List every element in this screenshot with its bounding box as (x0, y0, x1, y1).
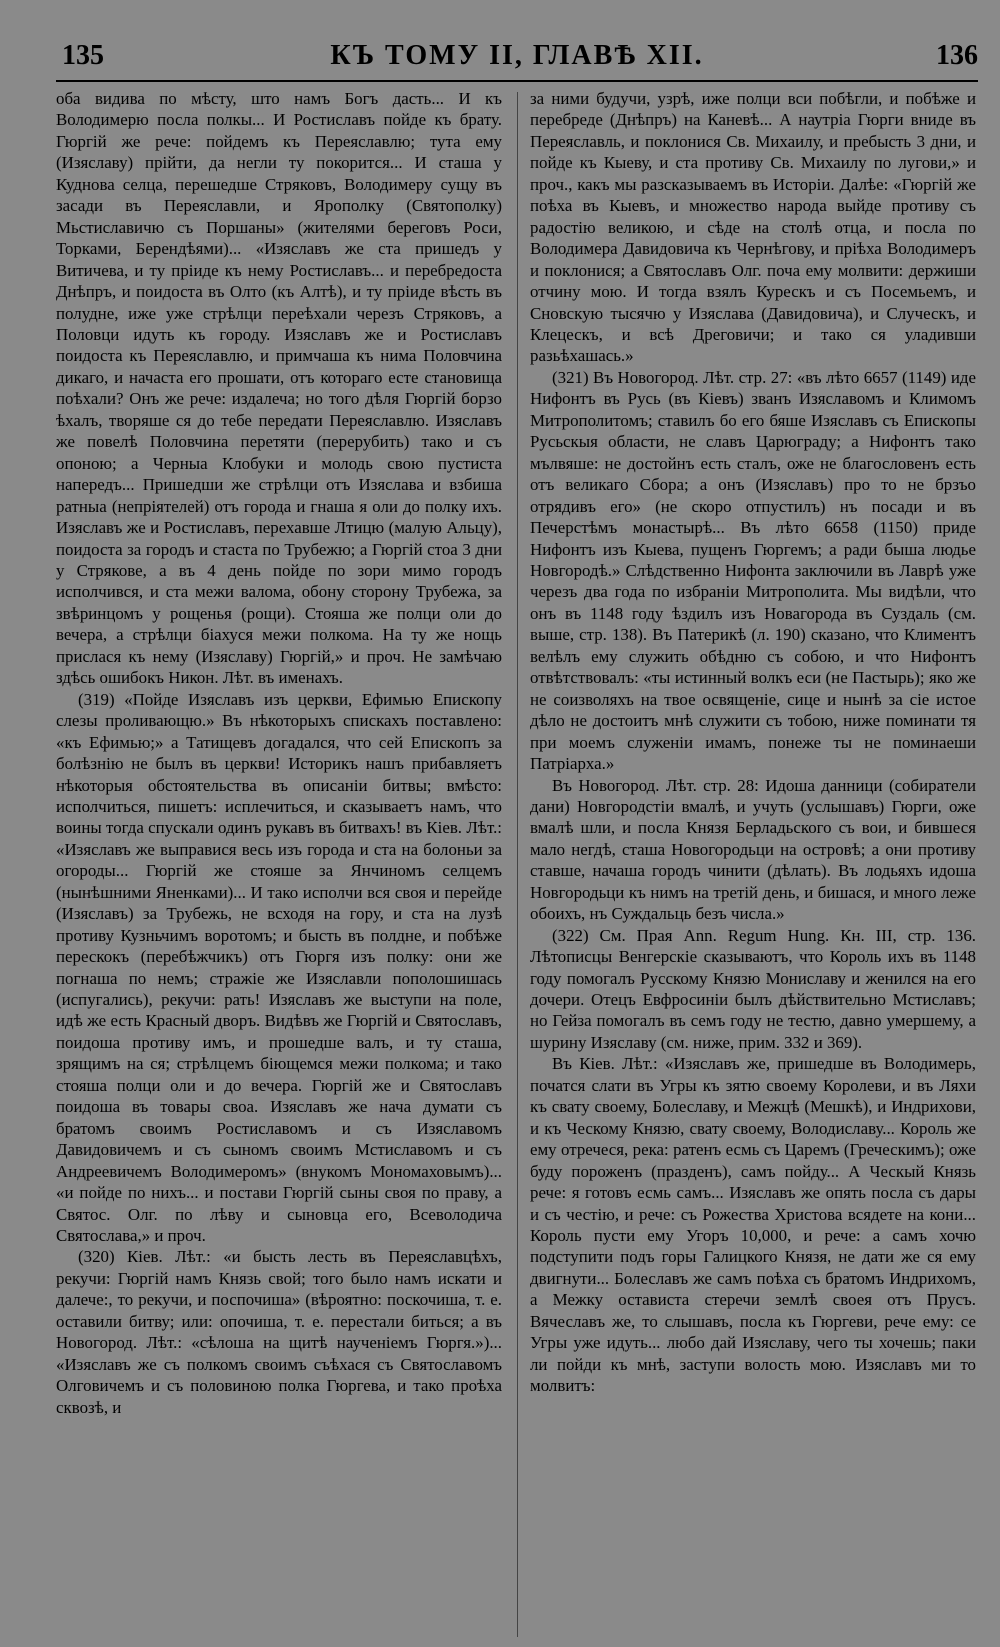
column-divider (517, 92, 518, 1637)
note-321: (321) Въ Новогород. Лѣт. стр. 27: «въ лѣто 6657 (1149) иде Нифонтъ въ Русь (въ Кіевъ) званъ Изяславомъ и Климомъ Митрополитомъ; ставилъ бо его бяше Изяславъ съ Епископы Русьскыя области, не славъ Царюграду; а Нифонтъ тако мълвяше: не достойнъ есть сталъ, оже не благословенъ есть отъ великаго Сбора; а онъ (Изяславъ) про то не брзъо отрядивъ его» (не скоро отпустилъ) нъ посади и въ Печерстѣмъ монастырѣ... Въ лѣто 6658 (1150) приде Нифонтъ изъ Кыева, пущенъ Гюргемъ; а ради быша людье Новгородѣ.» Слѣдственно Нифонта заключили въ Лаврѣ уже черезъ два года по избраніи Митрополита. Мы видѣли, что онъ въ 1148 году ѣздилъ изъ Новагорода въ Суздаль (см. выше, стр. 138). Въ Патерикѣ (л. 190) сказано, что Климентъ велѣлъ ему служить обѣдню съ собою, и что Нифонтъ отвѣтствовалъ: «ты истинный волкъ еси (не Пастырь); яко же не соизволяхъ на твое освященіе, сице и нынѣ за сіе истое дѣло не достоитъ мнѣ служити съ тобою, ниже поминати тя при моемъ служеніи имамъ, понеже ты не поминаеши Патріарха.» (530, 367, 976, 774)
header-rule (56, 80, 978, 82)
paragraph-continuation: оба видива по мѣсту, што намъ Богъ дасть... И къ Володимерю посла полкы... И Ростиславъ пойде къ брату. Гюргій же рече: пойдемъ къ Переяславлю; тута ему (Изяславу) прійти, да негли ту покорится... И сташа у Куднова селца, перешедше Стряковъ, Володимеру сущу въ засади въ Переяславли, и Ярополку (Святополку) Мьстиславичю съ Поршаны» (жителями береговъ Роси, Торками, Берендѣями)... «Изяславъ же ста пришедъ у Витичева, и ту пріиде къ нему Ростиславъ... и перебредоста Днѣпръ, и поидоста въ Олто (къ Алтѣ), и ту пріиде вѣсть въ полудне, иже уже стрѣлци переѣхали черезъ Стряковъ, а Половци идуть къ городу. Изяславъ же и Ростиславъ поидоста къ Переяславлю, и примчаша къ нима Половчина дикаго, и начаста его прошати, отъ котораго есте становища поѣхали? Онъ же рече: издалеча; но того дѣля Гюргій борзо ѣхалъ, творяше ся до тебе передати Переяславлю. Изяславъ же повелѣ Половчина перетяти (перерубить) тако и съ опоною; а Черныа Клобуки и молодь свою пустиста напередъ... Пришедши же стрѣлци отъ Изяслава и взбиша ратныа (непріятелей) отъ города и гнаша я оли до полку ихъ. Изяславъ же и Ростиславъ, перехавше Лтицю (малую Альцу), поидоста за городъ и стаста по Трубежю; а Гюргій стоа 3 дни у Стрякове, а въ 4 день пойде по зори мимо городъ исполчився, и ста межи валома, обону сторону Трубежа, за звѣринцомъ у рощенья (рощи). Стояша же полци оли до вечера, а стрѣлци біахуся межи полкома. На ту же нощь прислася къ нему (Изяславу) Гюргій,» и проч. Не замѣчаю здѣсь ошибокъ Никон. Лѣт. въ именахъ. (56, 89, 502, 688)
note-321-b: Въ Новогород. Лѣт. стр. 28: Идоша данници (собиратели дани) Новгородстіи вмалѣ, и учуть (услышавъ) Гюрги, оже вмалѣ шли, и посла Князя Берладьского съ вои, и бившеся мало негдѣ, сташа Новогородьци на островѣ; а они противу ставше, начаша городъ чинити (дѣлать). Въ лодьяхъ идоша Новгородьци къ нимъ на третій день, и бишася, и много леже обоихъ, нъ Суждальць безъ числа.» (530, 775, 976, 924)
right-column (530, 88, 976, 1643)
note-322-b: Въ Кіев. Лѣт.: «Изяславъ же, пришедше въ Володимерь, початся слати въ Угры къ зятю своему Королеви, и въ Ляхи къ свату своему, Болеславу, и Межцѣ (Мешкѣ), и Индрихови, и къ Ческому Князю, свату своему, Володиславу... Король же ему отречеся, река: ратенъ есмь съ Царемъ (Греческимъ); оже буду пороженъ (празденъ), самъ пойду... А Ческый Князь рече: я готовъ есмь самъ... Изяславъ же опять посла съ дары и съ честію, и рече: съ Рожества Христова всядете на кони... Король пусти ему Угоръ 10,000, и рече: а самъ хочю подступити подъ горы Галицкого Князя, не дати же ся ему двигнути... Болеславъ же самъ поѣха съ братомъ Индрихомъ, а Межку остависта стеречи землѣ своея отъ Прусъ. Вячеславъ же, то слышавъ, посла къ Гюргеви, рече ему: се Угры уже идуть... любо дай Изяславу, чего ты хочешь; паки ли пойди къ мнѣ, заступи волость мою. Изяславъ ми то молвитъ: (530, 1054, 976, 1396)
page-number-left: 135 (62, 40, 104, 71)
paragraph-continuation-right: за ними будучи, узрѣ, иже полци вси побѣгли, и побѣже и перебреде (Днѣпръ) на Каневѣ... А наутріа Гюрги вниде въ Переяславль, и поклонися Св. Михаилу, и пребысть 3 дни, и пойде къ Кыеву, и ста противу Св. Михаилу по лугови,» и проч., какъ мы разсказываемъ въ Исторіи. Далѣе: «Гюргій же поѣха въ Кыевъ, и множество народа выйде противу съ радостію великою, и сѣде на столѣ отца, и посла по Володимера Давидовича къ Чернѣгову, и пріѣха Володимеръ и поклонися; а Святославъ Олг. поча ему молвити: держиши отчину мою. И тогда взялъ Курескъ и съ Посемьемъ, и Сновскую тысячю у Изяслава (Давидовича), и Случескъ, и Клецескъ, и всѣ Дреговичи; и тако ся уладивши разьѣхашась.» (530, 89, 976, 366)
note-319: (319) «Пойде Изяславъ изъ церкви, Ефимью Епископу слезы проливающю.» Въ нѣкоторыхъ спискахъ поставлено: «къ Ефимью;» а Татищевъ догадался, что сей Епископъ за болѣзнію не былъ въ церкви! Историкъ нашъ прибавляетъ нѣкоторыя обстоятельства въ описаніи битвы; вмѣсто: исполчиться, пишетъ: исплечиться, и сказываетъ намъ, что воины тогда спускали одинъ рукавъ въ битвахъ! въ Кіев. Лѣт.: «Изяславъ же выправися весь изъ города и ста на болоньи за огороды... Гюргій же стояше за Янчиномъ селцемъ (нынѣшними Яненками)... И тако исполчи вся своя и перейде (Изяславъ) за Трубежь, не всходя на гору, и ста на лузѣ противу Кузньчимъ воротомъ; и бысть въ полдне, и побѣже перескокъ (перебѣжчикъ) отъ Гюргя изъ полку: они же погнаша по немъ; стражіе же Изяславли пополошишась (испугались), рекучи: рать! Изяславъ же выступи на поле, идѣ же есть Красный дворъ. Видѣвъ же Гюргій и Святославъ, поидоша противу имъ, и прошедше валъ, и ту сташа, зрящимъ на ся; стрѣлцемъ біющемся межи полкома; и тако стояша полци оли и до вечера. Гюргій же и Святославъ поидоша въ товары своа. Изяславъ же нача думати съ братомъ своимъ Ростиславомъ и съ Изяславомъ Давидовичемъ и съ сыномъ своимъ Мстиславомъ и съ Андреевичемъ Володимеромъ» (внукомъ Мономаховымъ)... «и пойде по нихъ... и постави Гюргій сыны своя по праву, а Святос. Олг. по лѣву и сыновца его, Всеволодича Святослава,» и проч. (56, 689, 502, 1246)
note-320: (320) Кіев. Лѣт.: «и бысть лесть въ Переяславцѣхъ, рекучи: Гюргій намъ Князь свой; того было намъ искати и далече:, то рекучи, и поспочиша» (вѣроятно: поскочиша, т. е. оставили битву; или: опочиша, т. е. перестали биться; а въ Новогород. Лѣт.: «сѣлоша на щитѣ наученіемъ Гюргя.»)... «Изяславъ же съ полкомъ своимъ съѣхася съ Святославомъ Олговичемъ и съ половиною полка Гюргева, и тако проѣха сквозѣ, и (56, 1247, 502, 1417)
running-header (56, 40, 978, 80)
running-title: КЪ ТОМУ II, ГЛАВѢ XII. (330, 40, 704, 71)
page-number-right: 136 (936, 40, 978, 71)
left-column (56, 88, 502, 1643)
note-322: (322) См. Прая Ann. Regum Hung. Кн. III, стр. 136. Лѣтописцы Венгерскіе сказываютъ, что Король ихъ въ 1148 году помогалъ Русскому Князю Мониславу и женился на его дочери. Отецъ Евфросиніи былъ дѣйствительно Мстиславъ; но Гейза помогалъ въ семъ году не тестю, давно умершему, а шурину Изяславу (см. ниже, прим. 332 и 369). (530, 925, 976, 1052)
